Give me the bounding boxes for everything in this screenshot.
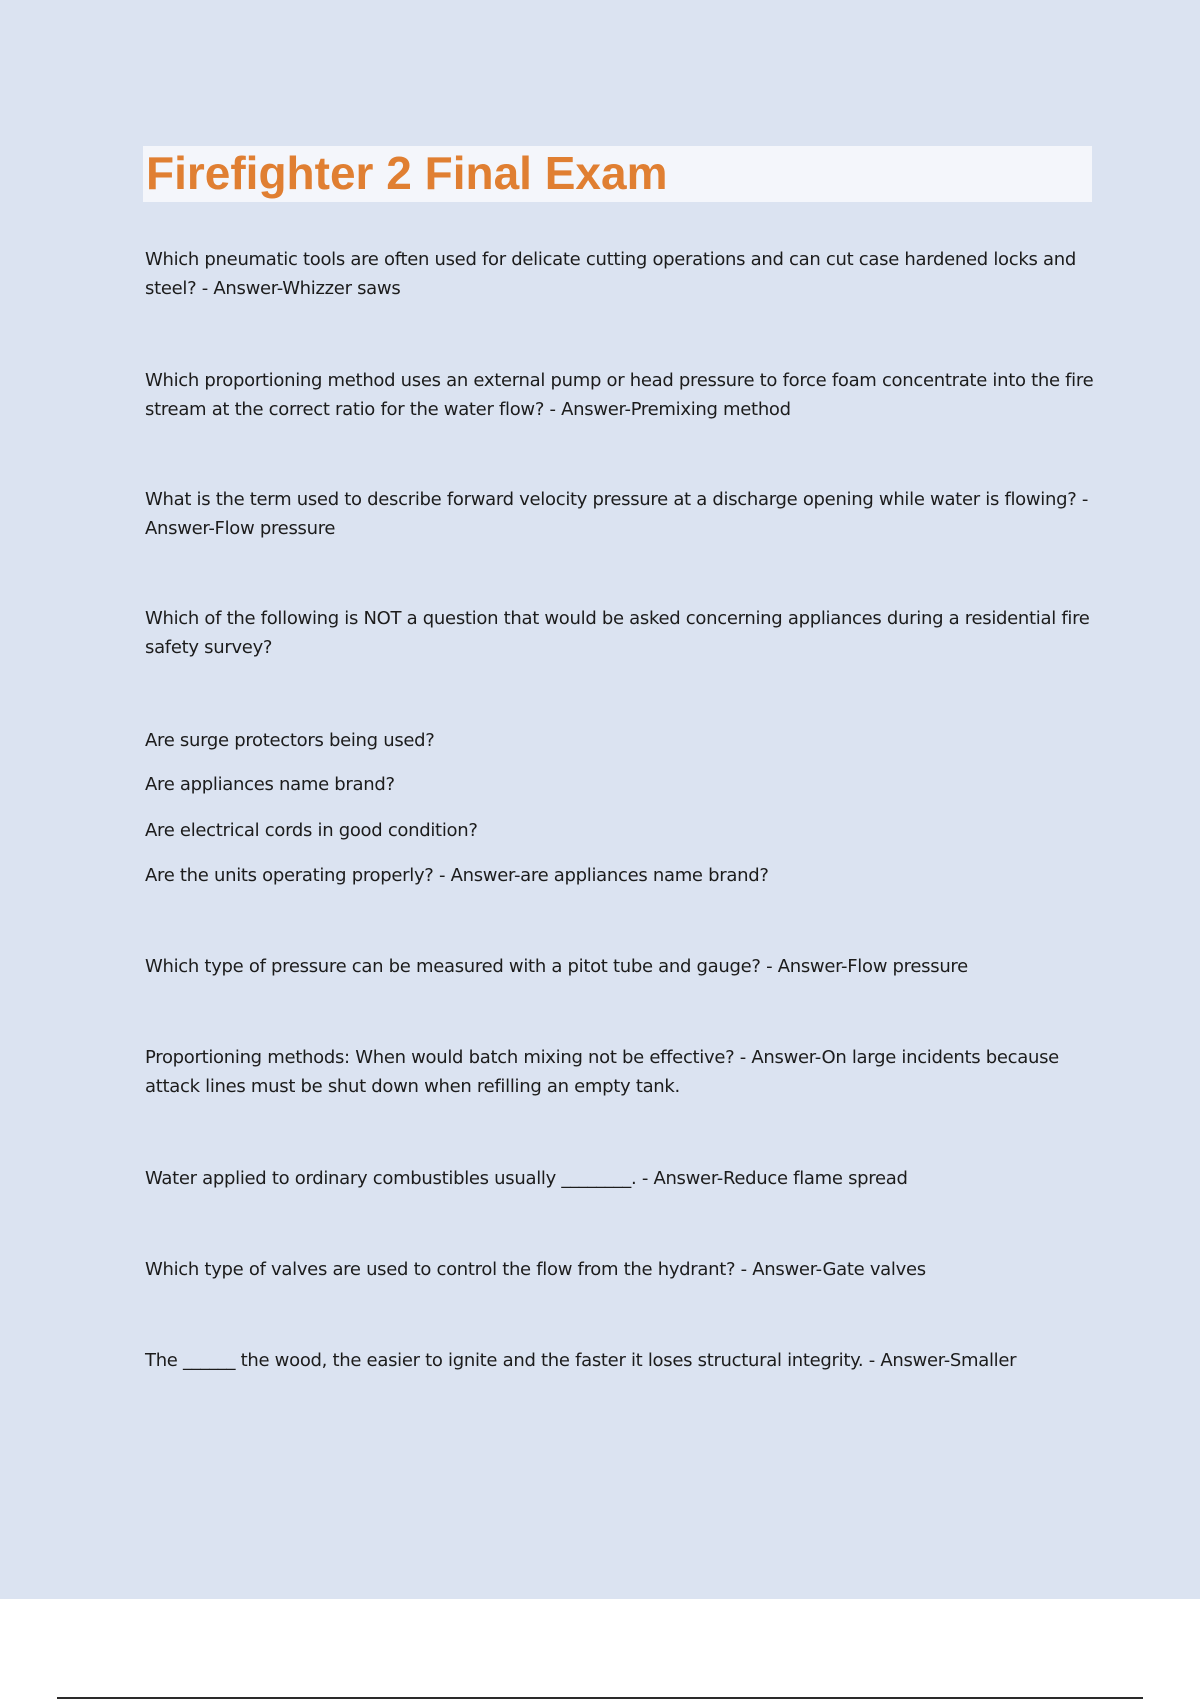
document-title: Firefighter 2 Final Exam <box>146 147 668 199</box>
answer-option: Are appliances name brand? <box>145 774 395 795</box>
footer-divider <box>57 1697 1143 1699</box>
question-answer: The ______ the wood, the easier to ignite and the faster it loses structural integrity. - Answer-Smaller <box>145 1350 1017 1371</box>
question-answer: What is the term used to describe forward velocity pressure at a discharge opening while water is flowing? - Answer-Flow pressure <box>145 489 1089 539</box>
question-answer: Which pneumatic tools are often used for delicate cutting operations and can cut case hardened locks and steel? - Answer-Whizzer saws <box>145 249 1076 299</box>
answer-option: Are the units operating properly? - Answer-are appliances name brand? <box>145 865 769 886</box>
question-answer: Proportioning methods: When would batch mixing not be effective? - Answer-On large incidents because attack lines must be shut down when refilling an empty tank. <box>145 1047 1059 1097</box>
question-answer: Water applied to ordinary combustibles usually ________. - Answer-Reduce flame spread <box>145 1168 908 1189</box>
answer-option: Are surge protectors being used? <box>145 730 435 751</box>
question-text: Which of the following is NOT a question that would be asked concerning appliances during a residential fire safety survey? <box>145 608 1090 658</box>
question-answer: Which type of valves are used to control the flow from the hydrant? - Answer-Gate valves <box>145 1259 926 1280</box>
question-answer: Which proportioning method uses an external pump or head pressure to force foam concentrate into the fire stream at the correct ratio for the water flow? - Answer-Premixing method <box>145 370 1094 420</box>
answer-option: Are electrical cords in good condition? <box>145 820 478 841</box>
question-answer: Which type of pressure can be measured with a pitot tube and gauge? - Answer-Flow pressure <box>145 956 968 977</box>
